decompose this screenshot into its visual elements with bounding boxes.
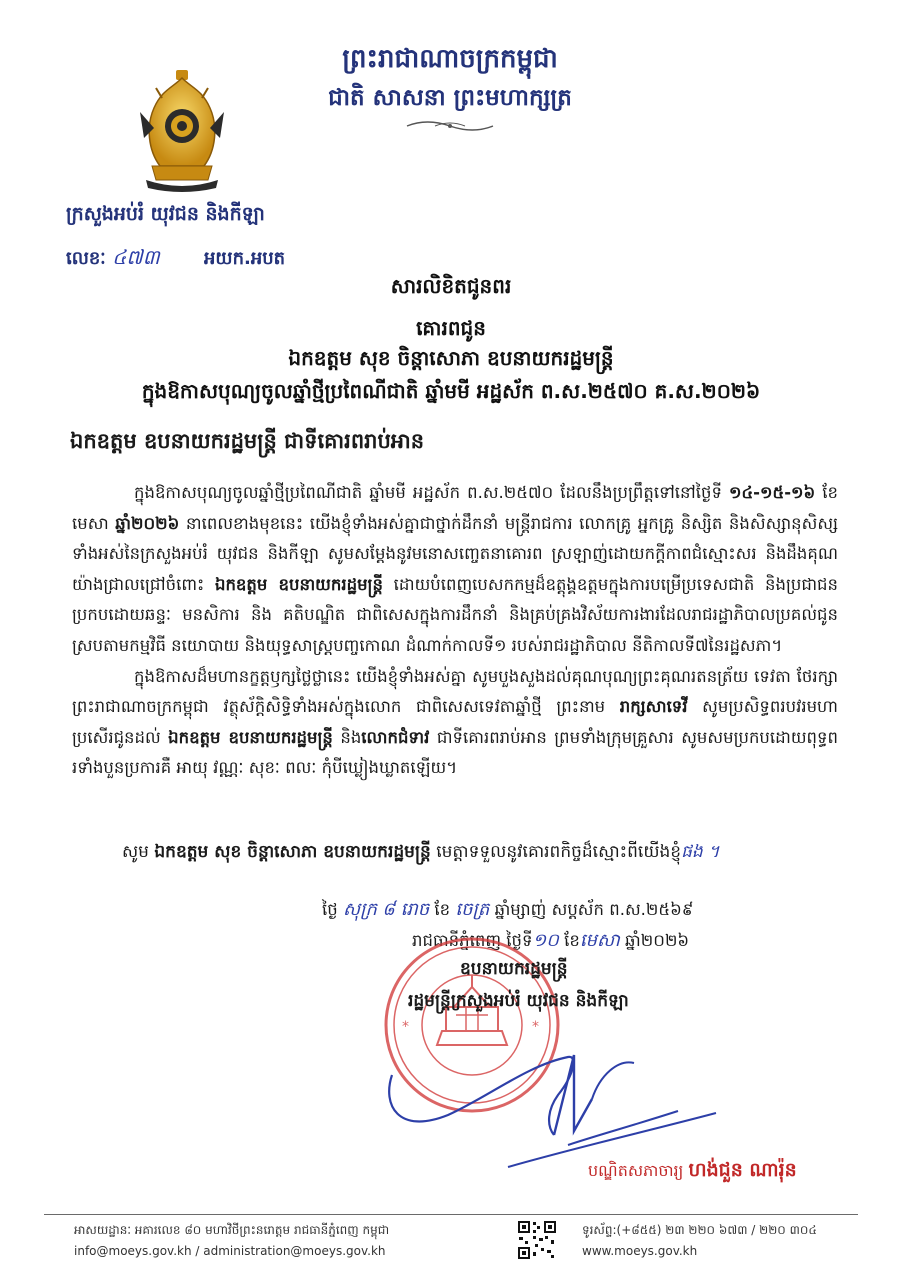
respectfully-to: គោរពជូន [416, 316, 486, 340]
reference-line [66, 244, 285, 274]
handwritten-signature [378, 1035, 738, 1175]
signer-title-1: ឧបនាយករដ្ឋមន្ត្រី [460, 959, 568, 979]
lunar-date: ថ្ងៃ សុក្រ ៨ រោច ខែ ចេត្រ ឆ្នាំម្សាញ់ សប្តស័ក ព.ស.២៥៦៩ [322, 899, 694, 920]
qr-code-icon [517, 1220, 557, 1260]
body-paragraph-1: ក្នុងឱកាសបុណ្យចូលឆ្នាំថ្មីប្រពៃណីជាតិ ឆ្នាំមមី អដ្ឋស័ក ព.ស.២៥៧០ ដែលនឹងប្រព្រឹត្តទៅនៅថ្ងៃទី ១៤-១៥-១៦ ខែមេសា ឆ្នាំ២០២៦ នាពេលខាងមុខនេះ យើងខ្ញុំទាំងអស់គ្នាជាថ្នាក់ដឹកនាំ មន្ត្រីរាជការ លោកគ្រូ អ្នកគ្រូ និស្សិត និងសិស្សានុសិស្សទាំងអស់នៃក្រសួងអប់រំ យុវជន និងកីឡា សូមសម្តែងនូវមនោសញ្ចេតនាគោរព ស្រឡាញ់ដោយកក្តីកាពជំស្មោះសរ និងដឹងគុណយ៉ាងជ្រាលជ្រៅចំពោះ ឯកឧត្តម ឧបនាយករដ្ឋមន្ត្រី ដោយបំពេញបេសកកម្មដ៏ឧត្តុង្គឧត្តមក្នុងការបម្រើប្រទេសជាតិ និងប្រជាជន ប្រកបដោយឆន្ទៈ មនសិការ និង គតិបណ្ឌិត ជាពិសេសក្នុងការដឹកនាំ និងគ្រប់គ្រងវិស័យការងារដែលរាជរដ្ឋាភិបាលប្រគល់ជូន ស្របតាមកម្មវិធី នយោបាយ និងយុទ្ធសាស្ត្របញ្ចកោណ ដំណាក់កាលទី១ របស់រាជរដ្ឋាភិបាល នីតិកាលទី៧នៃរដ្ឋសភា។ [72, 483, 838, 655]
signer-name-line: បណ្ឌិតសភាចារ្យ ហង់ជួន ណារ៉ុន [588, 1159, 797, 1181]
recipient-line: ឯកឧត្តម សុខ ចិន្តាសោភា ឧបនាយករដ្ឋមន្ត្រី [288, 346, 614, 370]
footer-divider [44, 1214, 858, 1215]
occasion-line: ក្នុងឱកាសបុណ្យចូលឆ្នាំថ្មីប្រពៃណីជាតិ ឆ្នាំមមី អដ្ឋស័ក ព.ស.២៥៧០ គ.ស.២០២៦ [141, 379, 761, 403]
footer-address: អាសយដ្ឋានៈ អគារលេខ ៨០ មហាវិថីព្រះនរោត្តម រាជធានីភ្នំពេញ កម្ពុជា [74, 1223, 390, 1237]
salutation: ឯកឧត្តម ឧបនាយករដ្ឋមន្ត្រី ជាទីគោរពរាប់អាន [70, 429, 425, 453]
document-type: សារលិខិតជូនពរ [390, 274, 512, 298]
ref-number: ៤៧៣ [112, 245, 160, 269]
signer-name: ហង់ជួន ណារ៉ុន [688, 1159, 797, 1181]
body-paragraph-2: ក្នុងឱកាសដ៏មហានក្ខត្តឫក្សថ្លៃថ្លានេះ យើងខ្ញុំទាំងអស់គ្នា សូមបួងសួងដល់គុណបុណ្យព្រះគុណរតនត្រ័យ ទេវតា ថែរក្សាព្រះរាជាណាចក្រកម្ពុជា វត្ថុស័ក្តិសិទ្ធិទាំងអស់ក្នុងលោក ជាពិសេសទេវតាឆ្នាំថ្មី ព្រះនាម រាក្សសាទេវី សូមប្រសិទ្ធពរបវរមហាប្រសើរជូនដល់ ឯកឧត្តម ឧបនាយករដ្ឋមន្ត្រី និងលោកជំទាវ ជាទីគោរពរាប់អាន ព្រមទាំងក្រុមគ្រួសារ សូមសមប្រកបដោយពុទ្ធពរទាំងបួនប្រការគឺ អាយុ វណ្ណៈ សុខៈ ពលៈ កុំបីឃ្លៀងឃ្លាតឡើយ។ [72, 666, 838, 778]
closing-line: សូម ឯកឧត្តម សុខ ចិន្តាសោភា ឧបនាយករដ្ឋមន្ត្រី មេត្តាទទួលនូវគោរពកិច្ចដ៏ស្មោះពីយើងខ្ញុំផង ។ [122, 842, 720, 862]
svg-text:*: * [532, 1019, 539, 1035]
footer-phone: ទូរស័ព្ទ:(+៨៥៥) ២៣ ២២០ ៦៧៣ / ២២០ ៣០៤ [582, 1223, 817, 1237]
footer-emails: info@moeys.gov.kh / administration@moeys.gov.kh [74, 1244, 386, 1258]
solar-date: រាជធានីភ្នំពេញ ថ្ងៃទី១០ ខែមេសា ឆ្នាំ២០២៦ [412, 930, 690, 951]
letter-body [72, 478, 838, 784]
ref-label: លេខៈ [66, 248, 106, 269]
ref-code: អយក.អបត [204, 248, 286, 269]
national-motto: ជាតិ សាសនា ព្រះមហាក្សត្រ [328, 85, 572, 111]
svg-text:*: * [402, 1019, 409, 1035]
royal-emblem-icon [132, 68, 232, 196]
kingdom-title: ព្រះរាជាណាចក្រកម្ពុជា [342, 44, 558, 74]
ornament-divider-icon [405, 118, 495, 134]
footer-website: www.moeys.gov.kh [582, 1244, 698, 1258]
ministry-name: ក្រសួងអប់រំ យុវជន និងកីឡា [66, 203, 265, 225]
signer-title-2: រដ្ឋមន្ត្រីក្រសួងអប់រំ យុវជន និងកីឡា [408, 991, 629, 1011]
